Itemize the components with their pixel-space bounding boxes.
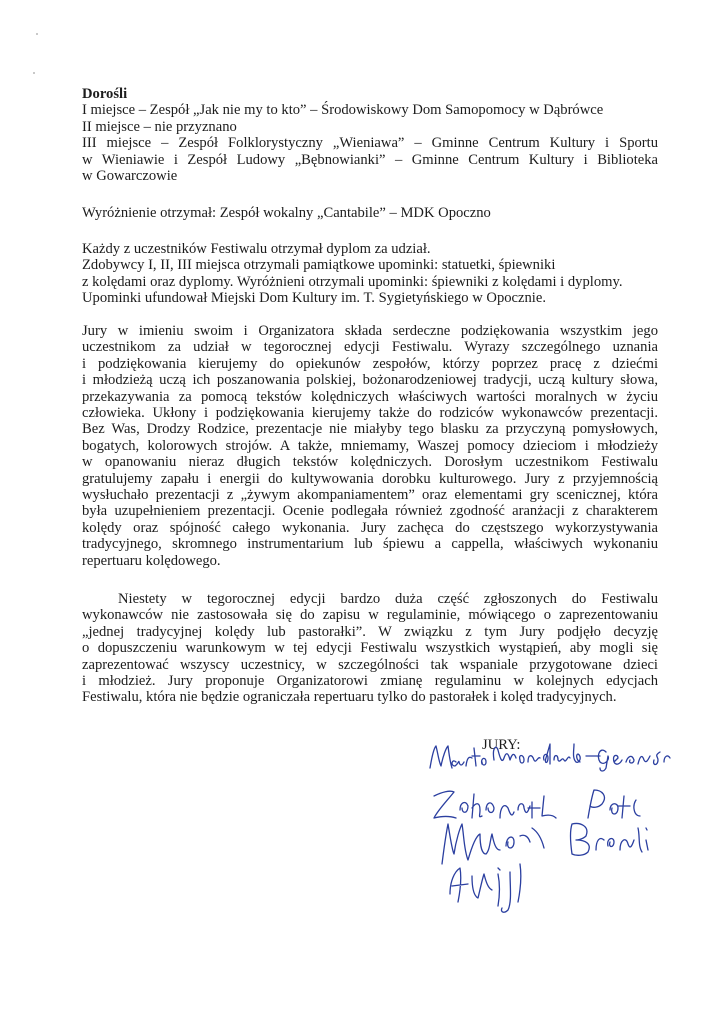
regulations-note-paragraph: [82, 591, 658, 706]
paragraph-line: uczestnikom za udział w tegorocznej edycji Festiwalu. Wyrazy szczególnego uznania: [82, 339, 658, 356]
paragraph-line: i młodzież. Jury proponuje Organizatorowi zmianę regulaminu w kolejnych edycjach: [82, 673, 658, 690]
distinction-line: Wyróżnienie otrzymał: Zespół wokalny „Cantabile” – MDK Opoczno: [82, 205, 491, 221]
paragraph-line: Bez Was, Drodzy Rodzice, prezentacje nie miałyby tego blasku za przyczyną pomysłowych,: [82, 421, 658, 438]
paragraph-line: w opanowaniu nieraz długich tekstów kolędniczych. Dorosłym uczestnikom Festiwalu: [82, 454, 658, 471]
paragraph-line: gratulujemy zapału i energii do kultywowania dorobku kulturowego. Jury z przyjemnością: [82, 470, 658, 487]
jury-signatures: [420, 736, 690, 916]
paragraph-line: Festiwalu, która nie będzie ograniczała repertuaru tylko do pastorałek i kolęd tradycyjnych.: [82, 689, 617, 706]
third-place-line: III miejsce – Zespół Folklorystyczny „Wieniawa” – Gminne Centrum Kultury i Sportu: [82, 135, 658, 152]
third-place-line: w Gowarczowie: [82, 168, 178, 185]
scan-speck: [33, 72, 35, 74]
distinction-section: [82, 205, 658, 221]
signature-3: [442, 824, 544, 864]
paragraph-line: repertuaru kolędowego.: [82, 552, 221, 569]
adults-section: [82, 86, 658, 184]
paragraph-line: przekazywania za pomocą tekstów kolędniczych właściwych wartości moralnych w życiu: [82, 388, 658, 405]
paragraph-line: bogatych, kolorowych strojów. A także, mniemamy, Waszej pomocy dzieciom i młodzieży: [82, 437, 658, 454]
signature-1: [430, 746, 486, 768]
awards-line: Upominki ufundował Miejski Dom Kultury im. T. Sygietyńskiego w Opocznie.: [82, 290, 546, 307]
paragraph-line: tradycyjnego, skromnego instrumentarium lub śpiewu a cappella, właściwych wykonaniu: [82, 536, 658, 553]
adults-heading: Dorośli: [82, 86, 128, 102]
paragraph-line: i podziękowania kierujemy do opiekunów zespołów, którzy poprzez pracę z dziećmi: [82, 355, 658, 372]
scan-speck: [36, 33, 38, 35]
paragraph-line: wykonawców nie zastosowała się do zapisu w regulaminie, mówiącego o zaprezentowaniu: [82, 607, 658, 624]
signature-4: [450, 864, 521, 912]
third-place-line: w Wieniawie i Zespół Ludowy „Bębnowianki” – Gminne Centrum Kultury i Biblioteka: [82, 151, 658, 168]
paragraph-line: i młodzieżą uczą ich poszanowania polskiej, bożonarodzeniowej tradycji, uczą kultury słowa,: [82, 372, 658, 389]
signatures-drawing: [420, 736, 690, 916]
signature-3: [571, 824, 649, 856]
signature-1: [493, 744, 670, 771]
paragraph-line: człowieka. Ukłony i podziękowania kierujemy także do rodziców wykonawców prezentacji.: [82, 405, 658, 422]
paragraph-line: o dopuszczeniu warunkowym w tej edycji Festiwalu wszystkich wystąpień, aby mogli się: [82, 640, 658, 657]
jury-statement-paragraph: [82, 323, 658, 569]
paragraph-line: wysłuchało prezentacji z „żywym akompaniamentem” oraz elementami gry scenicznej, która: [82, 487, 658, 504]
second-place-line: II miejsce – nie przyznano: [82, 118, 237, 135]
awards-section: [82, 241, 658, 307]
awards-line: Zdobywcy I, II, III miejsca otrzymali pamiątkowe upominki: statuetki, śpiewniki: [82, 257, 556, 274]
paragraph-line: „jednej tradycyjnej kolędy lub pastorałki”. W związku z tym Jury podjęło decyzję: [82, 623, 658, 640]
awards-line: Każdy z uczestników Festiwalu otrzymał dyplom za udział.: [82, 241, 431, 257]
first-place-line: I miejsce – Zespół „Jak nie my to kto” – Środowiskowy Dom Samopomocy w Dąbrówce: [82, 102, 604, 119]
paragraph-line: była uzupełnieniem prezentacji. Ocenie podlegała również zgodność aranżacji z charakterem: [82, 503, 658, 520]
paragraph-line: zaprezentować wszyscy uczestnicy, w szczególności tak wspaniale przygotowane dzieci: [82, 656, 658, 673]
paragraph-line: kolędy oraz spójność całego wykonania. Jury zachęca do częstszego wykorzystywania: [82, 519, 658, 536]
jury-label: JURY:: [482, 737, 521, 753]
awards-line: z kolędami oraz dyplomy. Wyróżnieni otrzymali upominki: śpiewniki z kolędami i dyplomy.: [82, 273, 623, 290]
paragraph-line: Niestety w tegorocznej edycji bardzo duża część zgłoszonych do Festiwalu: [118, 591, 658, 607]
paragraph-line: Jury w imieniu swoim i Organizatora składa serdeczne podziękowania wszystkim jego: [82, 323, 658, 339]
signature-2: [588, 790, 640, 818]
signature-2: [434, 791, 556, 818]
